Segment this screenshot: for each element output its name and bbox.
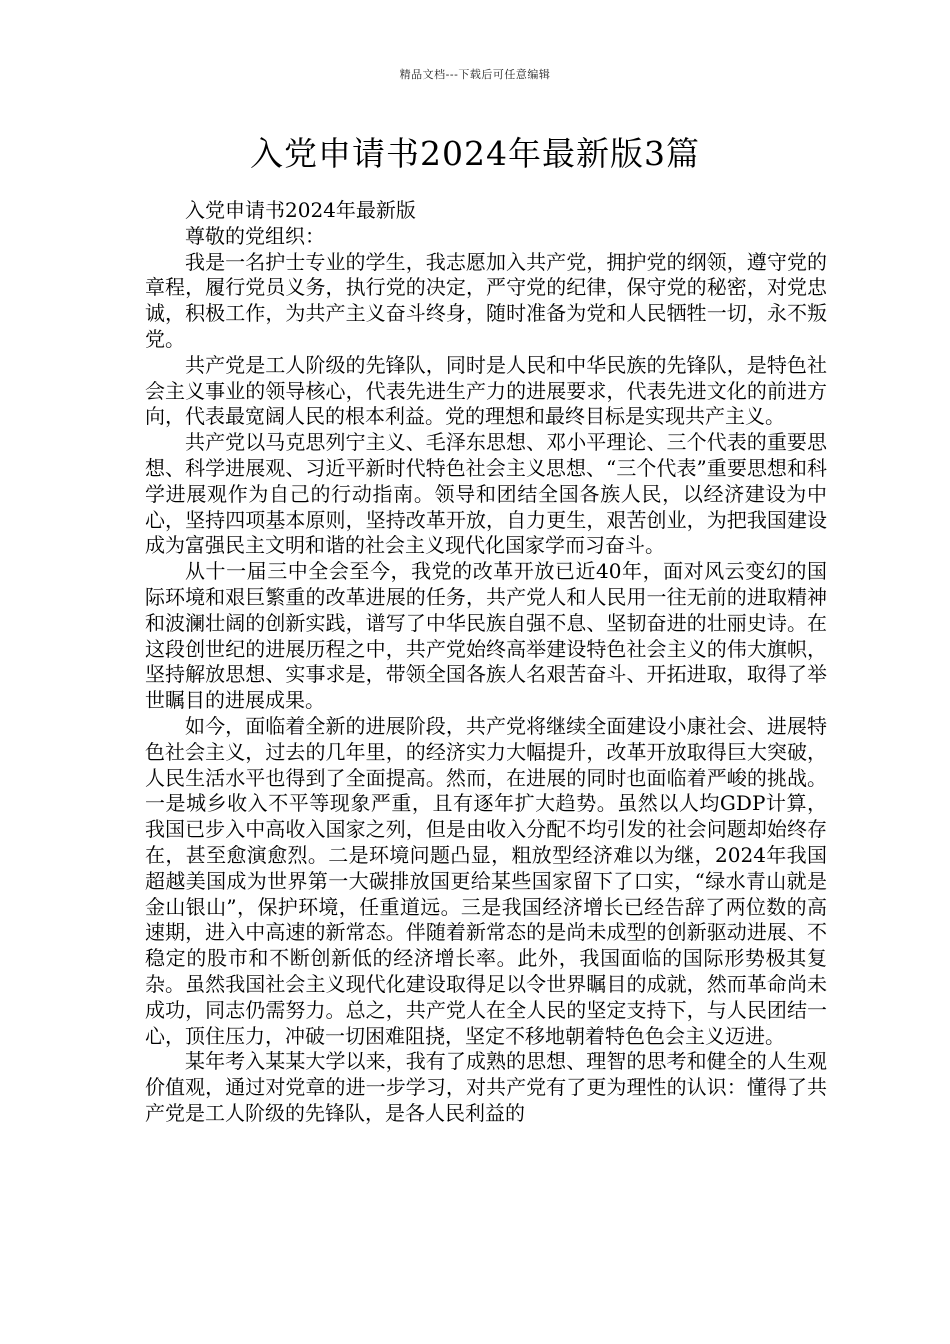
header-note: 精品文档---下载后可任意编辑: [399, 68, 551, 81]
body-paragraph: 如今，面临着全新的进展阶段，共产党将继续全面建设小康社会、进展特色社会主义，过去的几年里，的经济实力大幅提升，改革开放取得巨大突破，人民生活水平也得到了全面提高。然而，在进展的同时也面临着严峻的挑战。一是城乡收入不平等现象严重，且有逐年扩大趋势。虽然以人均GDP计算，我国已步入中高收入国家之列，但是由收入分配不均引发的社会问题却始终存在，甚至愈演愈烈。二是环境问题凸显，粗放型经济难以为继，2024年我国超越美国成为世界第一大碳排放国更给某些国家留下了口实，“绿水青山就是金山银山”，保护环境，任重道远。三是我国经济增长已经告辞了两位数的高速期，进入中高速的新常态。伴随着新常态的是尚未成型的创新驱动进展、不稳定的股市和不断创新低的经济增长率。此外，我国面临的国际形势极其复杂。虽然我国社会主义现代化建设取得足以令世界瞩目的成就，然而革命尚未成功，同志仍需努力。总之，共产党人在全人民的坚定支持下，与人民团结一心，顶住压力，冲破一切困难阻挠，坚定不移地朝着特色色会主义迈进。: [145, 713, 827, 1048]
salutation: 尊敬的党组织：: [185, 223, 325, 248]
document-body: [145, 198, 827, 1127]
document-title: 入党申请书2024年最新版3篇: [250, 134, 700, 173]
body-paragraph: 共产党是工人阶级的先锋队，同时是人民和中华民族的先锋队，是特色社会主义事业的领导核心，代表先进生产力的进展要求，代表先进文化的前进方向，代表最宽阔人民的根本利益。党的理想和最终目标是实现共产主义。: [145, 352, 827, 429]
body-paragraph: 某年考入某某大学以来，我有了成熟的思想、理智的思考和健全的人生观价值观，通过对党章的进一步学习，对共产党有了更为理性的认识：懂得了共产党是工人阶级的先锋队，是各人民利益的: [145, 1049, 827, 1125]
subtitle-line: 入党申请书2024年最新版: [185, 198, 416, 222]
body-paragraph: 我是一名护士专业的学生，我志愿加入共产党，拥护党的纲领，遵守党的章程，履行党员义务，执行党的决定，严守党的纪律，保守党的秘密，对党忠诚，积极工作，为共产主义奋斗终身，随时准备为党和人民牺牲一切，永不叛党。: [145, 249, 827, 351]
body-paragraph: 共产党以马克思列宁主义、毛泽东思想、邓小平理论、三个代表的重要思想、科学进展观、习近平新时代特色社会主义思想、“三个代表”重要思想和科学进展观作为自己的行动指南。领导和团结全国各族人民，以经济建设为中心，坚持四项基本原则，坚持改革开放，自力更生，艰苦创业，为把我国建设成为富强民主文明和谐的社会主义现代化国家学而习奋斗。: [145, 430, 827, 558]
body-paragraph: 从十一届三中全会至今，我党的改革开放已近40年，面对风云变幻的国际环境和艰巨繁重的改革进展的任务，共产党人和人民用一往无前的进取精神和波澜壮阔的创新实践，谱写了中华民族自强不息、坚韧奋进的壮丽史诗。在这段创世纪的进展历程之中，共产党始终高举建设特色社会主义的伟大旗帜，坚持解放思想、实事求是，带领全国各族人名艰苦奋斗、开拓进取，取得了举世瞩目的进展成果。: [145, 559, 827, 713]
